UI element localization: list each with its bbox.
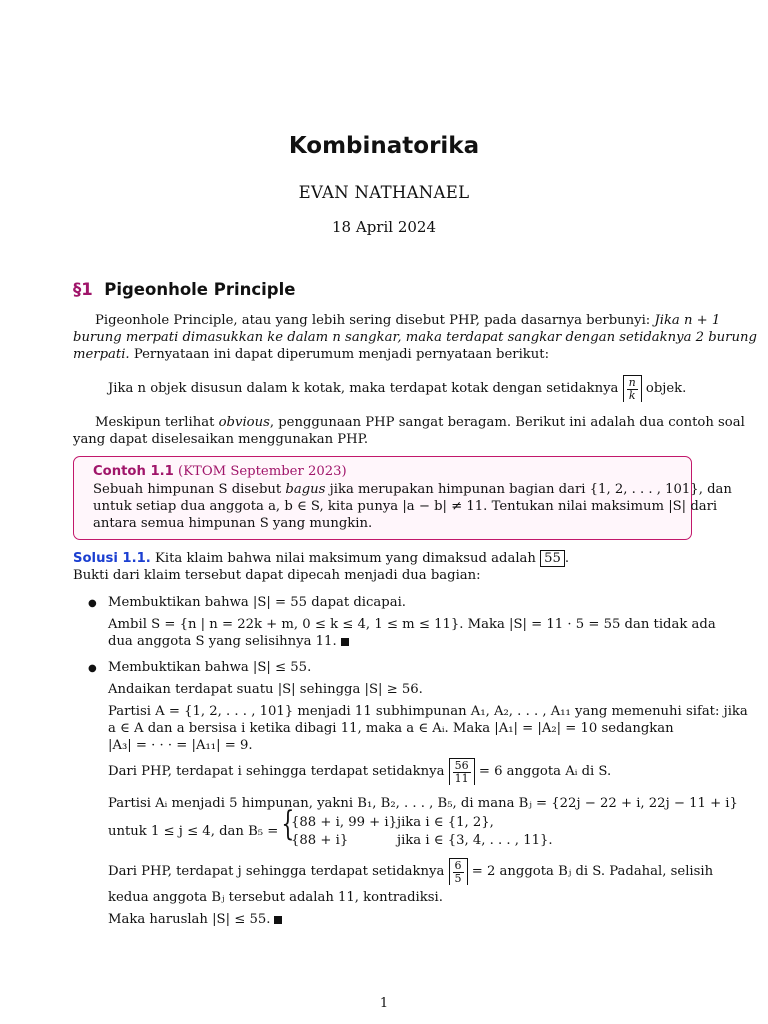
- intro-text: , penggunaan PHP sangat beragam. Berikut ini adalah dua contoh soal: [269, 415, 745, 430]
- intro-italic: obvious: [218, 415, 270, 430]
- bullet-2-line-7: untuk 1 ≤ j ≤ 4, dan B₅ =: [108, 824, 279, 839]
- statement-text: objek.: [645, 381, 687, 396]
- bullet-2-line-8: [108, 858, 713, 885]
- fraction-denominator: 5: [454, 872, 462, 885]
- example-text: Sebuah himpunan S disebut: [93, 482, 282, 497]
- example-line-2: untuk setiap dua anggota a, b ∈ S, kita punya |a − b| ≠ 11. Tentukan nilai maksimum |S| dari: [93, 499, 718, 514]
- page-number: 1: [379, 996, 389, 1011]
- fraction-numerator: n: [628, 376, 636, 389]
- bullet-2-line-4: |A₃| = · · · = |A₁₁| = 9.: [108, 738, 253, 753]
- document-title: Kombinatorika: [288, 133, 480, 159]
- solution-text: = 6 anggota Aᵢ di S.: [478, 764, 612, 779]
- qed-icon: [341, 638, 349, 646]
- answer-box: 55: [540, 550, 565, 567]
- brace-icon: {: [281, 804, 295, 844]
- example-title: [93, 464, 347, 479]
- intro-text: Pernyataan ini dapat diperumum menjadi pernyataan berikut:: [133, 347, 550, 362]
- bullet-1-title: Membuktikan bahwa |S| = 55 dapat dicapai.: [108, 595, 406, 610]
- section-heading: [73, 280, 295, 299]
- case-2-condition: jika i ∈ {3, 4, . . . , 11}.: [397, 833, 553, 848]
- bullet-2-line-5: [108, 758, 611, 785]
- intro-line-3: [73, 347, 549, 362]
- bullet-1-line-2: [108, 634, 349, 649]
- example-italic: bagus: [285, 482, 326, 497]
- fraction-numerator: 6: [454, 859, 462, 872]
- bullet-2-line-2: Partisi A = {1, 2, . . . , 101} menjadi 11 subhimpunan A₁, A₂, . . . , A₁₁ yang memenuhi sifat: jika: [108, 704, 748, 719]
- fraction-numerator: 56: [454, 759, 469, 772]
- intro-text: Meskipun terlihat: [95, 415, 215, 430]
- solution-text: dua anggota S yang selisihnya 11.: [108, 634, 337, 649]
- solution-text: Maka haruslah |S| ≤ 55.: [108, 912, 271, 927]
- intro-italic: Jika n + 1: [654, 313, 721, 328]
- date: 18 April 2024: [332, 218, 436, 236]
- case-2-value: {88 + i}: [291, 833, 349, 848]
- solution-text: Kita klaim bahwa nilai maksimum yang dimaksud adalah: [155, 551, 536, 566]
- example-line-1: [93, 482, 732, 497]
- example-line-3: antara semua himpunan S yang mungkin.: [93, 516, 373, 531]
- case-1-condition: jika i ∈ {1, 2},: [397, 815, 494, 830]
- intro-line-1: [95, 313, 720, 328]
- ceiling-fraction: [623, 375, 642, 402]
- general-statement: [108, 375, 686, 402]
- section-number: §1: [73, 280, 93, 299]
- solution-label: Solusi 1.1.: [73, 551, 151, 566]
- bullet-2-line-6: Partisi Aᵢ menjadi 5 himpunan, yakni B₁, B₂, . . . , B₅, di mana Bⱼ = {22j − 22 + i, 22j − 11 + i}: [108, 796, 738, 811]
- author: EVAN NATHANAEL: [298, 183, 470, 202]
- solution-text: .: [564, 551, 570, 566]
- qed-icon: [274, 916, 282, 924]
- case-1-value: {88 + i, 99 + i}: [291, 815, 398, 830]
- bullet-2-line-9: kedua anggota Bⱼ tersebut adalah 11, kontradiksi.: [108, 890, 443, 905]
- solution-line-2: Bukti dari klaim tersebut dapat dipecah menjadi dua bagian:: [73, 568, 481, 583]
- solution-line-1: [73, 551, 569, 566]
- example-label: Contoh 1.1: [93, 464, 174, 479]
- example-text: jika merupakan himpunan bagian dari {1, 2, . . . , 101}, dan: [329, 482, 732, 497]
- intro-line-5: yang dapat diselesaikan menggunakan PHP.: [73, 432, 369, 447]
- bullet-icon: ●: [88, 598, 97, 609]
- intro-italic: merpati.: [73, 347, 130, 362]
- bullet-2-line-10: [108, 912, 282, 927]
- bullet-2-title: Membuktikan bahwa |S| ≤ 55.: [108, 660, 312, 675]
- bullet-icon: ●: [88, 663, 97, 674]
- bullet-1-line-1: Ambil S = {n | n = 22k + m, 0 ≤ k ≤ 4, 1 ≤ m ≤ 11}. Maka |S| = 11 · 5 = 55 dan tidak ada: [108, 617, 716, 632]
- intro-line-2: burung merpati dimasukkan ke dalam n sangkar, maka terdapat sangkar dengan setidaknya 2 burung: [73, 330, 757, 345]
- fraction-denominator: 11: [454, 772, 469, 785]
- fraction-denominator: k: [628, 389, 636, 402]
- intro-text: Pigeonhole Principle, atau yang lebih sering disebut PHP, pada dasarnya berbunyi:: [95, 313, 651, 328]
- ceiling-fraction: [449, 758, 475, 785]
- solution-text: Dari PHP, terdapat j sehingga terdapat setidaknya: [108, 864, 445, 879]
- bullet-2-line-1: Andaikan terdapat suatu |S| sehingga |S| ≥ 56.: [108, 682, 423, 697]
- solution-text: = 2 anggota Bⱼ di S. Padahal, selisih: [471, 864, 714, 879]
- ceiling-fraction: [449, 858, 468, 885]
- example-source: (KTOM September 2023): [178, 464, 347, 479]
- solution-text: Dari PHP, terdapat i sehingga terdapat setidaknya: [108, 764, 445, 779]
- bullet-2-line-3: a ∈ A dan a bersisa i ketika dibagi 11, maka a ∈ Aᵢ. Maka |A₁| = |A₂| = 10 sedangkan: [108, 721, 674, 736]
- intro-line-4: [95, 415, 745, 430]
- section-title: Pigeonhole Principle: [104, 280, 296, 299]
- statement-text: Jika n objek disusun dalam k kotak, maka terdapat kotak dengan setidaknya: [108, 381, 619, 396]
